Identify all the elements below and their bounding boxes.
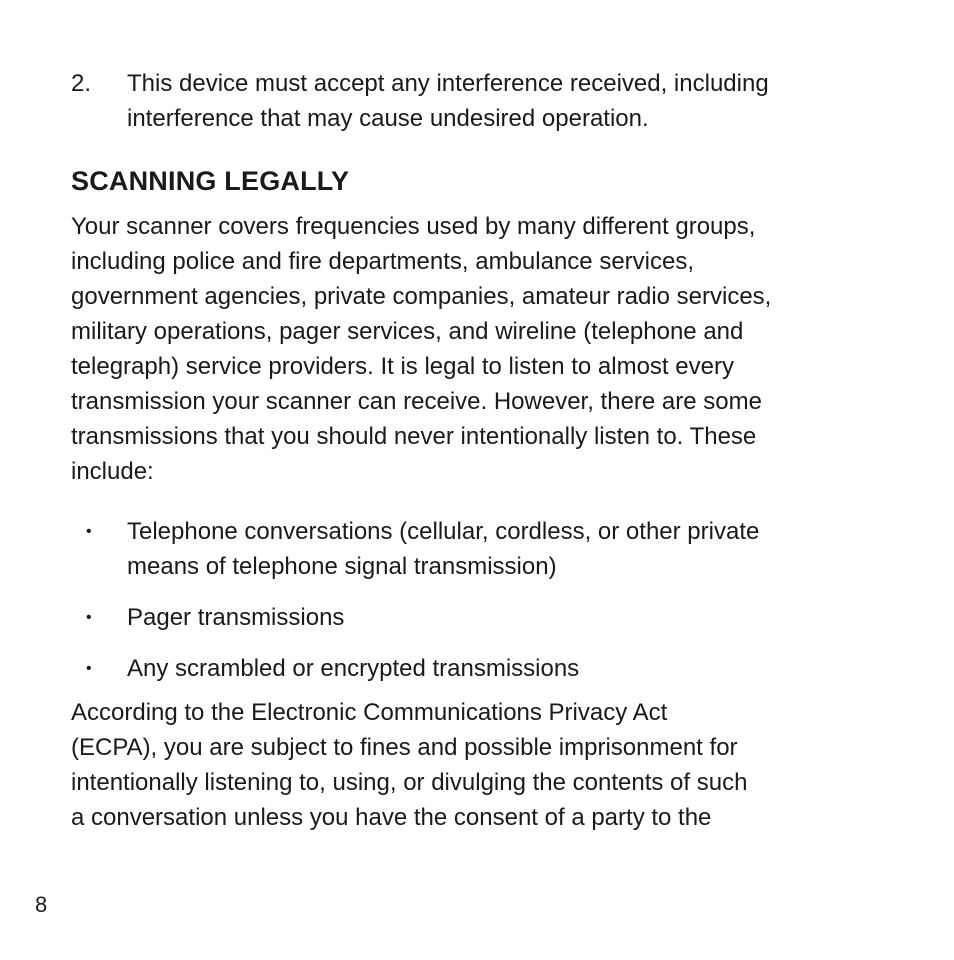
bullet-marker: • [86,609,92,626]
section-heading: SCANNING LEGALLY [71,166,350,196]
list-item [71,651,871,686]
bullet-text: Telephone conversations (cellular, cordless, or other private means of telephone signal transmission) [127,518,760,580]
numbered-list-item [71,66,851,136]
bullet-text: Any scrambled or encrypted transmissions [127,655,580,682]
bullet-marker: • [86,523,92,540]
list-item [71,514,871,584]
bullet-list [71,514,871,702]
bullet-text: Pager transmissions [127,604,345,631]
list-number: 2. [71,70,92,97]
bullet-marker: • [86,660,92,677]
ecpa-paragraph: According to the Electronic Communications Privacy Act (ECPA), you are subject to fines and possible imprisonment for intentionally listening to, using, or divulging the contents of such a conversation unless you have the consent of a party to the [71,699,748,831]
intro-paragraph: Your scanner covers frequencies used by many different groups, including police and fire departments, ambulance services, government agencies, private companies, amateur radio services, military operations, pager services, and wireline (telephone and telegraph) service providers. It is legal to listen to almost every transmission your scanner can receive. However, there are some transmissions that you should never intentionally listen to. These include: [71,213,772,485]
list-item [71,600,871,635]
list-item-text: This device must accept any interference received, including interference that may cause undesired operation. [127,70,769,132]
page-number: 8 [35,892,48,917]
